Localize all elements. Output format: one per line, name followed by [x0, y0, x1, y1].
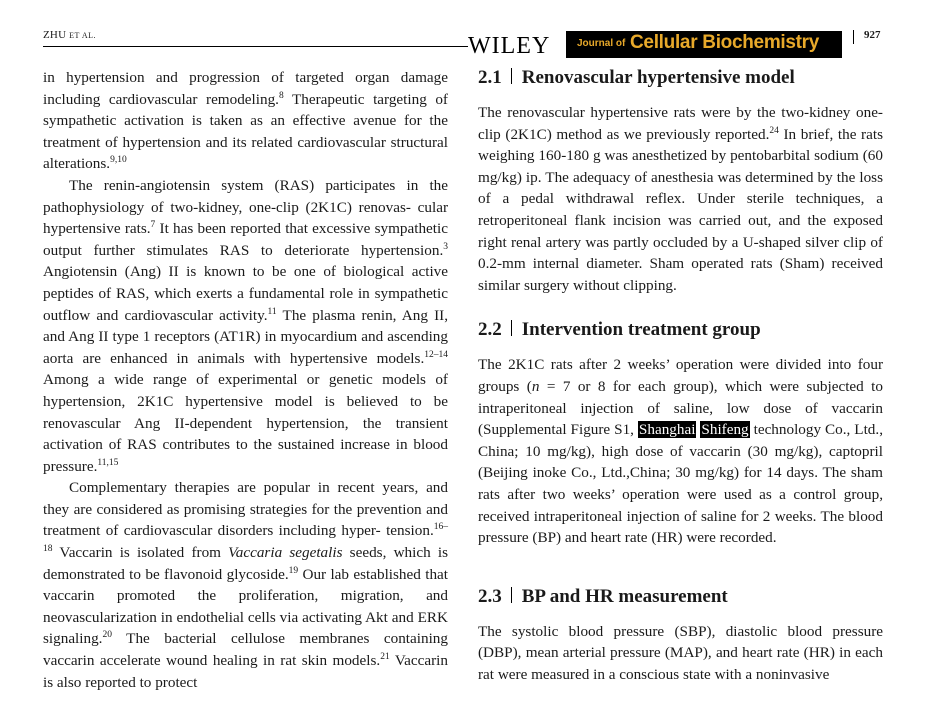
citation[interactable]: 9,10: [110, 155, 127, 166]
citation[interactable]: 16–18: [43, 522, 448, 554]
page-header: [0, 0, 929, 62]
running-head-author: [43, 29, 96, 41]
header-rule: [43, 46, 468, 47]
section-heading-2-1: 2.1 Renovascular hypertensive model: [478, 67, 795, 88]
section-2-1-text: The renovascular hypertensive rats were by the two-kidney one-clip (2K1C) method as we previously reported.$^{24}$ In brief, the rats weighing 160-180 g was anesthetized by pentobarbital sodium (60 mg/kg) ip. The adequacy of anesthesia was determined by the loss of a pedal withdrawal reflex. Under sterile techniques, a retroperitoneal flank incision was carried out, and the exposed right renal artery was partly occluded by a U-shaped silver clip of 0.2-mm internal diameter. Sham operated rats (Sham) received similar surgery without clipping.: [478, 104, 883, 294]
highlighted-word: Shifeng: [701, 421, 749, 439]
citation[interactable]: 8: [278, 90, 284, 101]
citation[interactable]: 21: [380, 651, 390, 662]
highlighted-word: Shanghai: [638, 421, 696, 439]
header-divider: [853, 30, 854, 44]
species-name: Vaccaria segetalis: [228, 544, 343, 562]
citation[interactable]: 11: [267, 306, 277, 317]
section-2-3-text: The systolic blood pressure (SBP), diastolic blood pressure (DBP), mean arterial pressure (MAP), and heart rate (HR) in each rat were measured in a conscious state with a noninvasive: [478, 622, 883, 683]
paragraph-2: The renin-angiotensin system (RAS) participates in the pathophysiology of two-kidney, one-clip (2K1C) renovas- cular hypertensive rats.$^7$ It has been reported that excessive sympathetic output further stimulates RAS to deteriorate hypertension.$^3$ Angiotensin (Ang) II is known to be one of biological active peptides of RAS, which exerts a fundamental role in sympathetic outflow and cardiovascular activity.$^{11}$ The plasma renin, Ang II, and Ang II type 1 receptors (AT1R) in myocardium and ascending aorta are enhanced in animals with hypertensive models.$^{12-14}$ Among a wide range of experimental or genetic models of hypertension, 2K1C hypertensive model is believed to be renovascular Ang II-dependent hypertension, the transient activation of RAS contributes to the sustained increase in blood pressure.$^{11,15}$: [43, 176, 448, 475]
section-heading-2-3: 2.3 BP and HR measurement: [478, 585, 728, 607]
citation[interactable]: 19: [288, 565, 299, 576]
left-column: [43, 67, 448, 693]
section-heading-2-2: 2.2 Intervention treatment group: [478, 319, 761, 341]
right-column: [478, 66, 883, 685]
paragraph-1: in hypertension and progression of targeted organ damage including cardiovascular remodeling.$^8$ Therapeutic targeting of sympathetic activation is taken as an effective avenue for the treatment of hypertension and its related cardiovascular structural alterations.$^{9,10}$: [43, 69, 448, 173]
author-name: ZHU: [43, 29, 67, 41]
page-number: 927: [864, 29, 881, 41]
author-suffix: ET AL.: [69, 31, 97, 40]
citation[interactable]: 3: [443, 241, 448, 252]
citation[interactable]: 20: [102, 630, 112, 641]
citation[interactable]: 11,15: [97, 457, 119, 468]
journal-prefix: Journal of: [577, 38, 626, 49]
journal-name: Cellular Biochemistry: [630, 32, 820, 53]
citation[interactable]: 24: [769, 125, 779, 136]
paragraph-3: Complementary therapies are popular in recent years, and they are considered as promising strategies for the prevention and treatment of cardiovascular disorders including hyper- tension.$^{16-18}$ Vaccarin is isolated from Vaccaria segetalis seeds, which is demonstrated to be flavonoid glycoside.$^{19}$ Our lab established that vaccarin promoted the proliferation, migration, and neovascularization in endothelial cells via activating Akt and ERK signaling.$^{20}$ The bacterial cellulose membranes containing vaccarin accelerate wound healing in rat skin models.$^{21}$ Vaccarin is also reported to protect: [43, 479, 448, 691]
citation[interactable]: 7: [150, 220, 156, 231]
section-2-2-text: The 2K1C rats after 2 weeks’ operation were divided into four groups (n = 7 or 8 for each group), which were subjected to intraperitoneal injection of saline, low dose of vaccarin (Supplemental Figure S1, Shanghai Shifeng technology Co., Ltd., China; 10 mg/kg), high dose of vaccarin (30 mg/kg), captopril (Beijing inoke Co., Ltd.,China; 30 mg/kg) for 14 days. The sham rats after two weeks’ operation were used as a control group, received intraperitoneal injection of saline for 2 weeks. The blood pressure (BP) and heart rate (HR) were recorded.: [478, 356, 883, 547]
publisher-logo: WILEY: [468, 33, 551, 59]
citation[interactable]: 12–14: [424, 349, 448, 360]
